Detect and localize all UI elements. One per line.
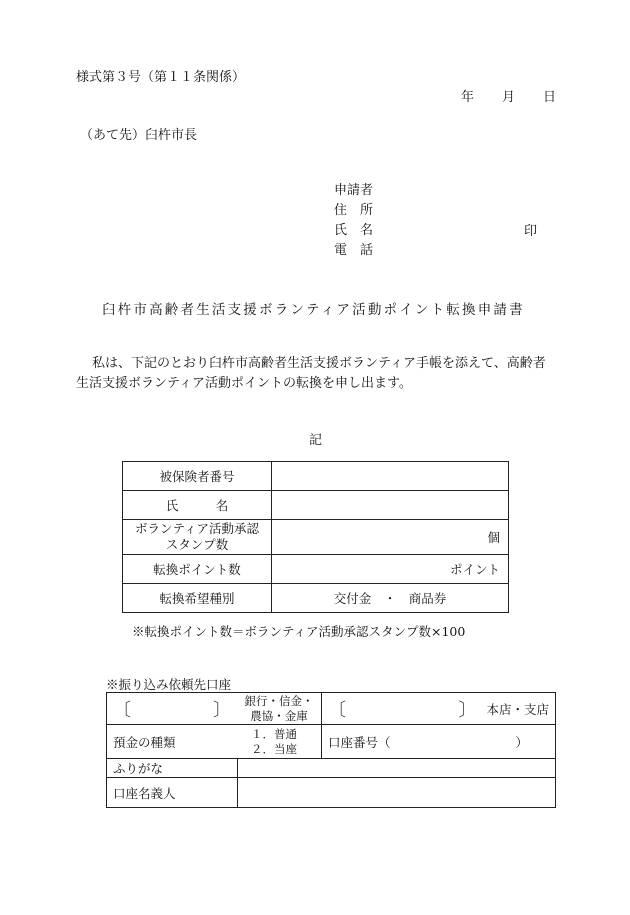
option-current: ２．当座 <box>251 741 297 756</box>
date-line <box>461 86 556 105</box>
seal-mark: 印 <box>524 224 538 239</box>
applicant-address: 住 所 <box>334 203 374 218</box>
furigana-field[interactable] <box>237 759 556 778</box>
document-title: 臼杵市高齢者生活支援ボランティア活動ポイント転換申請書 <box>102 302 525 318</box>
name-field[interactable] <box>272 491 509 520</box>
deposit-type-options[interactable] <box>237 725 322 759</box>
stamp-count-label <box>123 520 272 555</box>
applicant-phone: 電 話 <box>334 243 374 258</box>
points-table <box>122 461 509 613</box>
table-row <box>123 584 509 613</box>
stamp-count-label-line1: ボランティア活動承認 <box>134 521 259 536</box>
table-row <box>123 462 509 491</box>
bank-types-line1: 銀行・信金・ <box>244 693 314 708</box>
applicant-label: 申請者 <box>334 183 374 198</box>
date-month: 月 <box>502 90 516 105</box>
stamp-count-label-line2: スタンプ数 <box>165 537 229 552</box>
deposit-type-label: 預金の種類 <box>107 725 238 759</box>
points-unit: ポイント <box>449 562 500 577</box>
table-row <box>123 555 509 584</box>
bank-types-line2: 農協・金庫 <box>250 708 308 723</box>
date-year: 年 <box>461 90 475 105</box>
body-text: 私は、下記のとおり臼杵市高齢者生活支援ボランティア手帳を添えて、高齢者生活支援ボランティア活動ポイントの転換を申し出ます。 <box>76 356 546 391</box>
points-note: ※転換ポイント数＝ボランティア活動承認スタンプ数×100 <box>132 624 466 639</box>
points-label: 転換ポイント数 <box>123 555 272 584</box>
insured-number-label: 被保険者番号 <box>123 462 272 491</box>
name-label: 氏 名 <box>123 491 272 520</box>
date-day: 日 <box>543 90 557 105</box>
addressee: （あて先）臼杵市長 <box>80 128 198 143</box>
stamp-count-field[interactable] <box>272 520 509 555</box>
table-row <box>107 725 556 759</box>
insured-number-field[interactable] <box>272 462 509 491</box>
table-row <box>107 759 556 778</box>
bank-types <box>237 693 322 725</box>
bank-note: ※振り込み依頼先口座 <box>106 677 232 692</box>
branch-field[interactable]: 〔 〕 本店・支店 <box>322 693 556 725</box>
form-number: 様式第３号（第１１条関係） <box>76 70 246 85</box>
bank-table <box>106 692 556 808</box>
table-row <box>123 491 509 520</box>
table-row <box>123 520 509 555</box>
table-row <box>107 778 556 808</box>
branch-label: 本店・支店 <box>486 701 549 717</box>
holder-field[interactable] <box>237 778 556 808</box>
bank-name-field[interactable]: 〔 〕 <box>107 693 238 725</box>
applicant-block <box>334 181 373 261</box>
account-number-field[interactable]: 口座番号（ ） <box>322 725 556 759</box>
stamp-unit: 個 <box>487 530 500 545</box>
furigana-label: ふりがな <box>107 759 238 778</box>
option-ordinary: １．普通 <box>251 726 297 741</box>
points-field[interactable] <box>272 555 509 584</box>
table-row <box>107 693 556 725</box>
type-label: 転換希望種別 <box>123 584 272 613</box>
holder-label: 口座名義人 <box>107 778 238 808</box>
type-options[interactable]: 交付金 ・ 商品券 <box>272 584 509 613</box>
applicant-name: 氏 名 <box>334 223 374 238</box>
ki-heading: 記 <box>309 433 323 448</box>
